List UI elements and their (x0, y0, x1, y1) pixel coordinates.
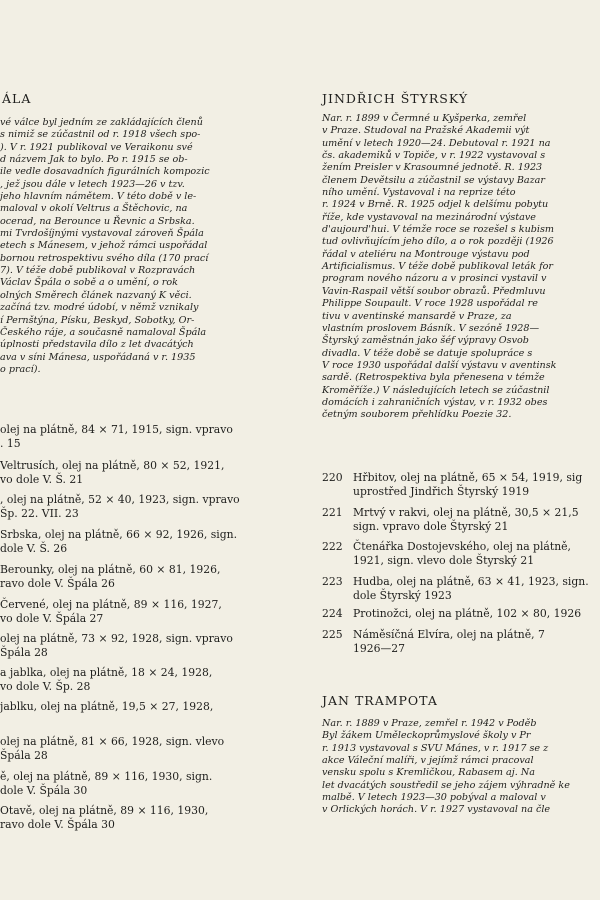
biography-line: let dvacátých soustředil se jeho zájem výhradně ke (322, 779, 570, 791)
biography-line: Philippe Soupault. V roce 1928 uspořádal re (322, 298, 538, 310)
catalogue-entry-line: ě, olej na plátně, 89 × 116, 1930, sign. (0, 770, 213, 783)
biography-line: členem Devětsilu a zúčastnil se výstavy Bazar (322, 174, 545, 186)
biography-line: čs. akademiků v Topiče, v r. 1922 vystavoval s (322, 150, 546, 162)
biography-line: vé válce byl jedním ze zakládajících členů (0, 117, 203, 128)
artist-biography-spala (0, 117, 210, 376)
biography-line: Byl žákem Uměleckoprůmyslové školy v Pr (322, 730, 531, 742)
biography-line: začíná tzv. modré údobí, v němž vznikaly (0, 302, 199, 314)
catalogue-entry-text (353, 540, 571, 567)
biography-line: d názvem Jak to bylo. Po r. 1915 se ob- (0, 154, 188, 166)
catalogue-entry-text (353, 575, 589, 602)
biography-line: ava v síni Mánesa, uspořádaná v r. 1935 (0, 351, 196, 363)
biography-line: umění v letech 1920—24. Debutoval r. 1921 na (322, 137, 551, 149)
catalogue-entry-line: ravo dole V. Špála 26 (0, 576, 115, 590)
catalogue-entry-line: Mrtvý v rakvi, olej na plátně, 30,5 × 21,5 (353, 506, 579, 519)
catalogue-entry-line: Otavě, olej na plátně, 89 × 116, 1930, (0, 804, 209, 817)
catalogue-entry-line: jablku, olej na plátně, 19,5 × 27, 1928, (0, 700, 214, 713)
catalogue-entry (0, 666, 212, 693)
biography-line: divadla. V téže době se datuje spolupráce s (322, 347, 533, 359)
biography-line: malbě. V letech 1923—30 pobýval a maloval v (322, 792, 546, 804)
catalogue-entry-line: olej na plátně, 73 × 92, 1928, sign. vpravo (0, 632, 233, 645)
artist-heading-styrsky: JINDŘICH ŠTYRSKÝ (322, 91, 469, 106)
biography-line: sardě. (Retrospektiva byla přenesena v témže (322, 372, 545, 384)
artist-heading-spala: ÁLA (2, 91, 32, 106)
catalogue-entry (0, 459, 224, 486)
biography-line: í Pernštýna, Písku, Beskyd, Sobotky, Or- (0, 314, 195, 326)
catalogue-entry-line: olej na plátně, 84 × 71, 1915, sign. vpravo (0, 423, 233, 436)
biography-line: 7). V téže době publikoval v Rozpravách (0, 265, 196, 277)
catalogue-entry (0, 423, 233, 450)
biography-line: program nového názoru a v prosinci vystavil v (322, 273, 547, 285)
catalogue-number: 220 (322, 471, 343, 484)
biography-line: etech s Mánesem, v jehož rámci uspořádal (0, 240, 208, 252)
catalogue-entry-line: olej na plátně, 81 × 66, 1928, sign. vlevo (0, 735, 225, 748)
biography-line: V roce 1930 uspořádal další výstavu v aventinsk (322, 359, 557, 371)
catalogue-entry-line: ravo dole V. Špála 30 (0, 817, 115, 831)
biography-line: ile vedle dosavadních figurálních kompozic (0, 166, 210, 178)
catalogue-entry-line: Špála 28 (0, 748, 48, 762)
catalogue-entry (0, 632, 233, 659)
catalogue-entry-line: 1921, sign. vlevo dole Štyrský 21 (353, 553, 535, 567)
biography-line: Nar. r. 1899 v Čermné u Kyšperka, zemřel (322, 113, 527, 124)
biography-line: vlastním proslovem Básník. V sezóně 1928— (322, 322, 540, 334)
biography-line: úplnosti představila dílo z let dvacátých (0, 339, 194, 351)
catalogue-entry-line: vo dole V. Špála 27 (0, 611, 104, 625)
catalogue-entry-line: vo dole V. Š. 21 (0, 472, 84, 486)
artist-biography-styrsky (322, 113, 556, 422)
biography-line: d'aujourd'hui. V témže roce se rozešel s kubism (322, 224, 555, 236)
biography-line: řádal v ateliéru na Montrouge výstavu pod (322, 248, 530, 260)
biography-line: domácích i zahraničních výstav, v r. 1932 obes (322, 396, 548, 408)
biography-line: říže, kde vystavoval na mezinárodní výstave (322, 211, 536, 223)
biography-line: ). V r. 1921 publikoval ve Veraikonu své (0, 141, 193, 153)
catalogue-entry (0, 804, 208, 831)
biography-line: žením Preisler v Krasoumné jednotě. R. 1923 (322, 162, 543, 174)
biography-line: ocerad, na Berounce u Řevnic a Srbska. (0, 215, 195, 227)
biography-line: v Orlických horách. V r. 1927 vystavoval na čle (322, 804, 551, 816)
biography-line: akce Váleční malíři, v jejímž rámci pracoval (322, 755, 534, 767)
catalogue-entry (0, 528, 237, 555)
catalogue-entry-text (353, 471, 582, 498)
catalogue-entry-line: Červené, olej na plátně, 89 × 116, 1927, (0, 598, 222, 611)
biography-line: o prací). (0, 363, 41, 375)
catalogue-entry-line: vo dole V. Šp. 28 (0, 679, 91, 693)
biography-line: četným souborem přehlídku Poezie 32. (322, 409, 512, 421)
biography-line: , jež jsou dále v letech 1923—26 v tzv. (0, 178, 185, 190)
biography-line: Českého ráje, a současně namaloval Špála (0, 326, 207, 338)
biography-line: Nar. r. 1889 v Praze, zemřel r. 1942 v Poděb (322, 718, 537, 729)
catalogue-entry (0, 735, 224, 762)
catalogue-entry-line: 1926—27 (353, 641, 406, 655)
catalogue-number: 222 (322, 540, 343, 553)
biography-line: bornou retrospektivu svého díla (170 prací (0, 252, 209, 264)
catalogue-number: 221 (322, 506, 343, 519)
catalogue-entry-line: Veltrusích, olej na plátně, 80 × 52, 1921, (0, 459, 225, 472)
catalogue-entry-text (353, 506, 579, 533)
catalogue-entry-line: Berounky, olej na plátně, 60 × 81, 1926, (0, 563, 221, 576)
biography-line: Kroměříže.) V následujících letech se zúčastnil (322, 384, 550, 396)
biography-line: mi Tvrdošíjnými vystavoval zároveň Špála (0, 228, 204, 240)
biography-line: tud ovlivňujícím jeho dílo, a o rok později (1926 (322, 236, 554, 248)
catalogue-entry-text (353, 607, 581, 621)
catalogue-entry-line: sign. vpravo dole Štyrský 21 (353, 519, 509, 533)
biography-line: r. 1924 v Brně. R. 1925 odjel k delšímu pobytu (322, 199, 549, 211)
catalogue-entry (0, 770, 212, 797)
catalogue-number: 224 (322, 607, 343, 620)
catalogue-entry-line: Hřbitov, olej na plátně, 65 × 54, 1919, sig (353, 471, 583, 484)
biography-line: r. 1913 vystavoval s SVU Mánes, v r. 1917 se z (322, 742, 549, 754)
catalogue-entry (0, 493, 240, 520)
biography-line: v Praze. Studoval na Pražské Akademii výt (322, 125, 530, 137)
catalogue-entry-line: Čtenářka Dostojevského, olej na plátně, (353, 540, 571, 553)
catalogue-entry-line: dole Štyrský 1923 (353, 588, 452, 602)
catalogue-entry-line: dole V. Špála 30 (0, 783, 88, 797)
biography-line: Artificialismus. V téže době publikoval leták for (322, 261, 553, 273)
catalogue-entry (0, 700, 213, 727)
catalogue-entry-line: . 15 (0, 436, 21, 450)
catalogue-entry-line: Protinožci, olej na plátně, 102 × 80, 1926 (353, 607, 582, 620)
biography-line: vensku spolu s Kremličkou, Rabasem aj. Na (322, 767, 535, 779)
biography-line: jeho hlavním námětem. V této době v le- (0, 191, 197, 203)
catalogue-entry-line: Hudba, olej na plátně, 63 × 41, 1923, sign. (353, 575, 589, 588)
biography-line: ního umění. Vystavoval i na reprize této (322, 187, 516, 199)
catalogue-entry-text (353, 628, 545, 655)
catalogue-entry-line: a jablka, olej na plátně, 18 × 24, 1928, (0, 666, 213, 679)
artist-heading-trampota: JAN TRAMPOTA (322, 693, 438, 708)
catalogue-entry-line: Šp. 22. VII. 23 (0, 506, 79, 520)
catalogue-entry-line (0, 714, 213, 728)
catalogue-entry-line: Špála 28 (0, 645, 48, 659)
catalogue-number: 223 (322, 575, 343, 588)
catalogue-entry (0, 563, 220, 590)
biography-line: Vavin-Raspail větší soubor obrazů. Předmluvu (322, 285, 546, 297)
catalogue-entry-line: dole V. Š. 26 (0, 541, 68, 555)
catalogue-entry-line: Náměsíčná Elvíra, olej na plátně, 7 (353, 628, 545, 641)
biography-line: s nimiž se zúčastnil od r. 1918 všech spo- (0, 129, 201, 141)
catalogue-entry (0, 598, 222, 625)
biography-line: tivu v aventinské mansardě v Praze, za (322, 310, 512, 322)
artist-biography-trampota (322, 718, 570, 817)
catalogue-entry-line: uprostřed Jindřich Štyrský 1919 (353, 484, 530, 498)
biography-line: Václav Špála o sobě a o umění, o rok (0, 277, 178, 289)
catalogue-entry-line: , olej na plátně, 52 × 40, 1923, sign. vpravo (0, 493, 240, 506)
biography-line: Štyrský zaměstnán jako šéf výpravy Osvob (322, 335, 529, 347)
biography-line: maloval v okolí Veltrus a Štěchovic, na (0, 203, 188, 215)
catalogue-entry-line: Srbska, olej na plátně, 66 × 92, 1926, sign. (0, 528, 238, 541)
catalogue-number: 225 (322, 628, 343, 641)
biography-line: olných Směrech článek nazvaný K věci. (0, 289, 192, 301)
